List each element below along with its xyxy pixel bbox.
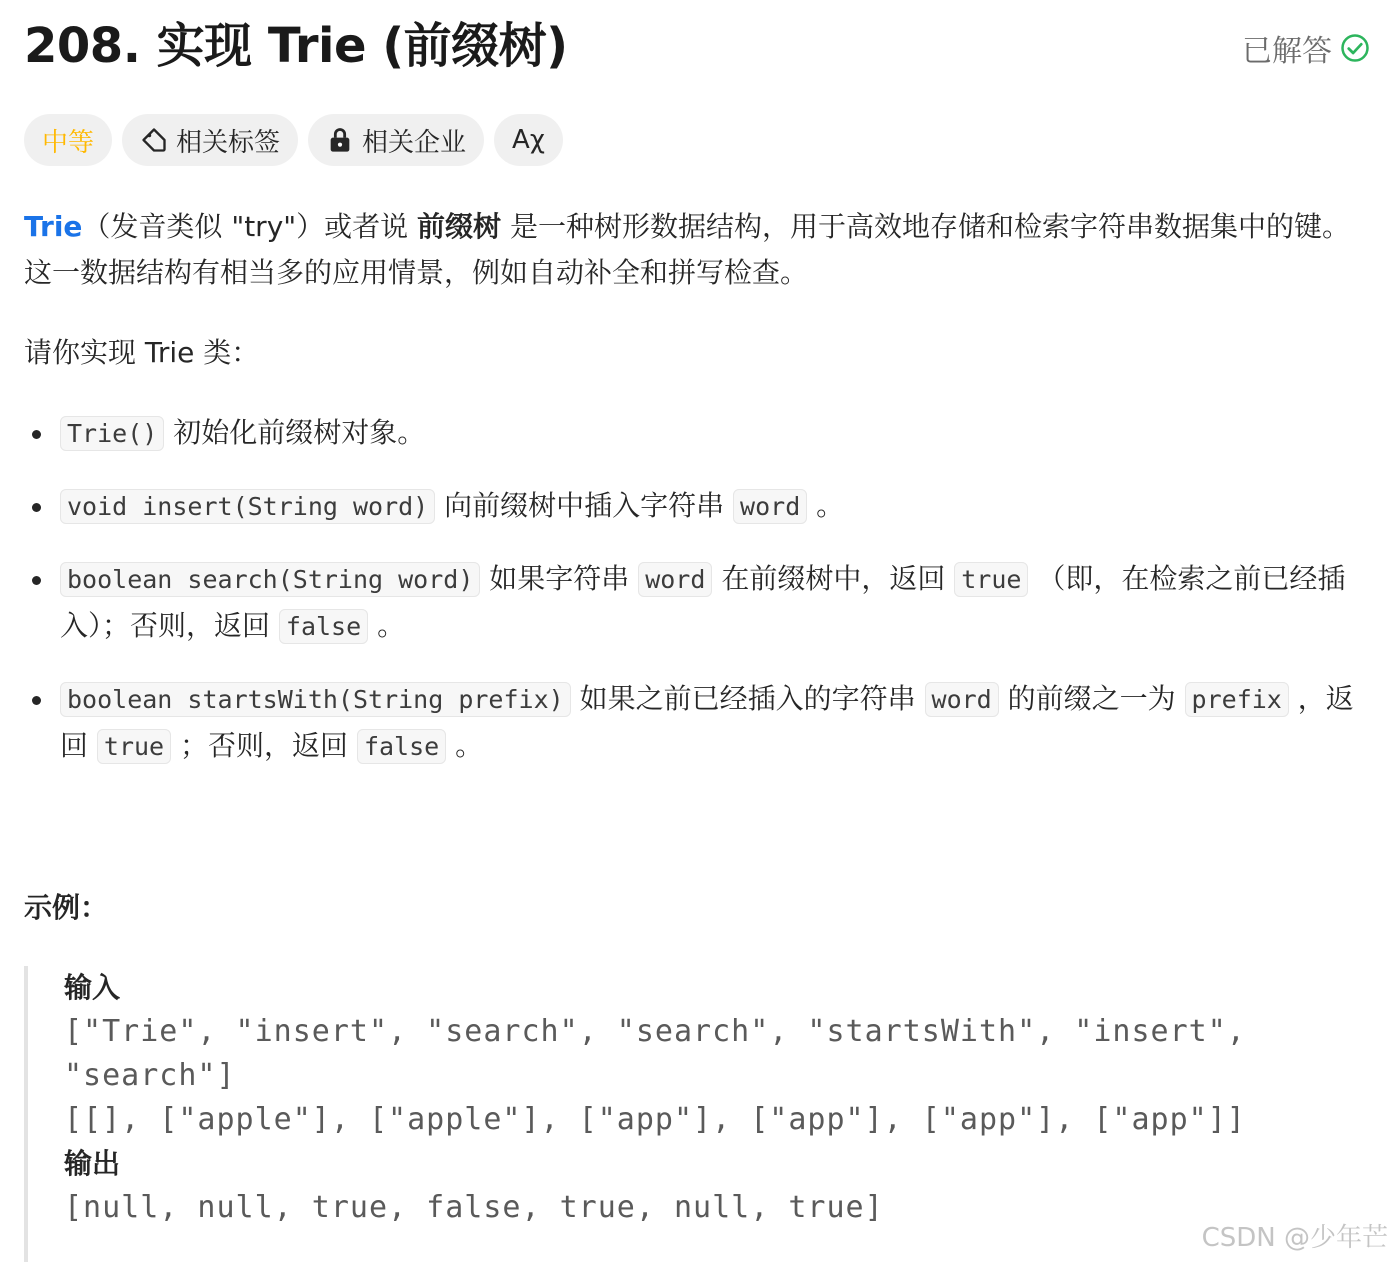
input-label: 输入 (64, 971, 121, 1004)
tag-bar (24, 114, 563, 166)
related-companies-button[interactable] (308, 114, 484, 166)
problem-title: 208. 实现 Trie (前缀树) (24, 18, 568, 74)
list-item (24, 676, 1354, 770)
list-item-text: 如果之前已经插入的字符串 (570, 682, 925, 715)
inline-code: word (733, 489, 807, 524)
list-item-text: （即，在检索之前已经插入）；否则，返回 (60, 562, 1346, 642)
description-text-a: （发音类似 "try"）或者说 (82, 210, 418, 243)
solved-label: 已解答 (1242, 34, 1332, 69)
inline-code: word (925, 682, 999, 717)
list-item-text: 。 (446, 729, 484, 762)
inline-code: true (97, 729, 171, 764)
list-item (24, 410, 1354, 457)
difficulty-label: 中等 (42, 127, 95, 158)
inline-code: false (279, 609, 368, 644)
list-item-text: ；否则，返回 (171, 729, 357, 762)
description-paragraph (24, 204, 1364, 296)
input-args: [[], ["apple"], ["apple"], ["app"], ["app"], ["app"], ["app"]] (64, 1102, 1246, 1137)
implement-instruction: 请你实现 Trie 类： (24, 336, 260, 369)
api-list (24, 410, 1354, 796)
description-bold-term: 前缀树 (417, 210, 502, 243)
related-companies-label: 相关企业 (362, 127, 467, 158)
list-item-text: 。 (807, 489, 845, 522)
tag-icon (140, 126, 168, 154)
inline-code: boolean search(String word) (60, 562, 480, 597)
check-circle-icon (1340, 33, 1370, 63)
example-block (24, 966, 1324, 1262)
output-label: 输出 (64, 1147, 121, 1180)
inline-code: false (357, 729, 446, 764)
list-item (24, 556, 1354, 650)
problem-header (24, 14, 1370, 84)
bullet-icon (32, 696, 41, 705)
description-text-b: 是一种树形数据结构，用于高效地存储和检索字符串数据集中的键。这一数据结构有相当多的应用情景，例如自动补全和拼写检查。 (24, 210, 1350, 289)
bullet-icon (32, 503, 41, 512)
related-tags-button[interactable] (122, 114, 298, 166)
translate-icon: Aχ (512, 125, 545, 155)
list-item (24, 483, 1354, 530)
watermark: CSDN @少年芒 (1201, 1223, 1388, 1253)
bullet-icon (32, 430, 41, 439)
list-item-text: ，返回 (60, 682, 1354, 762)
inline-code: true (954, 562, 1028, 597)
inline-code: Trie() (60, 416, 164, 451)
list-item-text: 向前缀树中插入字符串 (435, 489, 734, 522)
example-heading: 示例： (24, 891, 109, 924)
list-item-text: 的前缀之一为 (998, 682, 1185, 715)
difficulty-badge[interactable] (24, 114, 112, 166)
inline-code: word (638, 562, 712, 597)
list-item-text: 如果字符串 (480, 562, 639, 595)
output-values: [null, null, true, false, true, null, true] (64, 1190, 884, 1225)
list-item-text: 初始化前缀树对象。 (164, 416, 426, 449)
related-tags-label: 相关标签 (176, 127, 281, 158)
inline-code: boolean startsWith(String prefix) (60, 682, 571, 717)
input-methods: ["Trie", "insert", "search", "search", "startsWith", "insert", "search"] (64, 1014, 1265, 1093)
inline-code: prefix (1185, 682, 1289, 717)
bullet-icon (32, 576, 41, 585)
translate-button[interactable] (494, 114, 563, 166)
lock-icon (326, 126, 354, 154)
inline-code: void insert(String word) (60, 489, 435, 524)
trie-link[interactable]: Trie (24, 210, 83, 243)
list-item-text: 。 (368, 609, 406, 642)
list-item-text: 在前缀树中，返回 (712, 562, 955, 595)
solved-status (1242, 26, 1370, 70)
